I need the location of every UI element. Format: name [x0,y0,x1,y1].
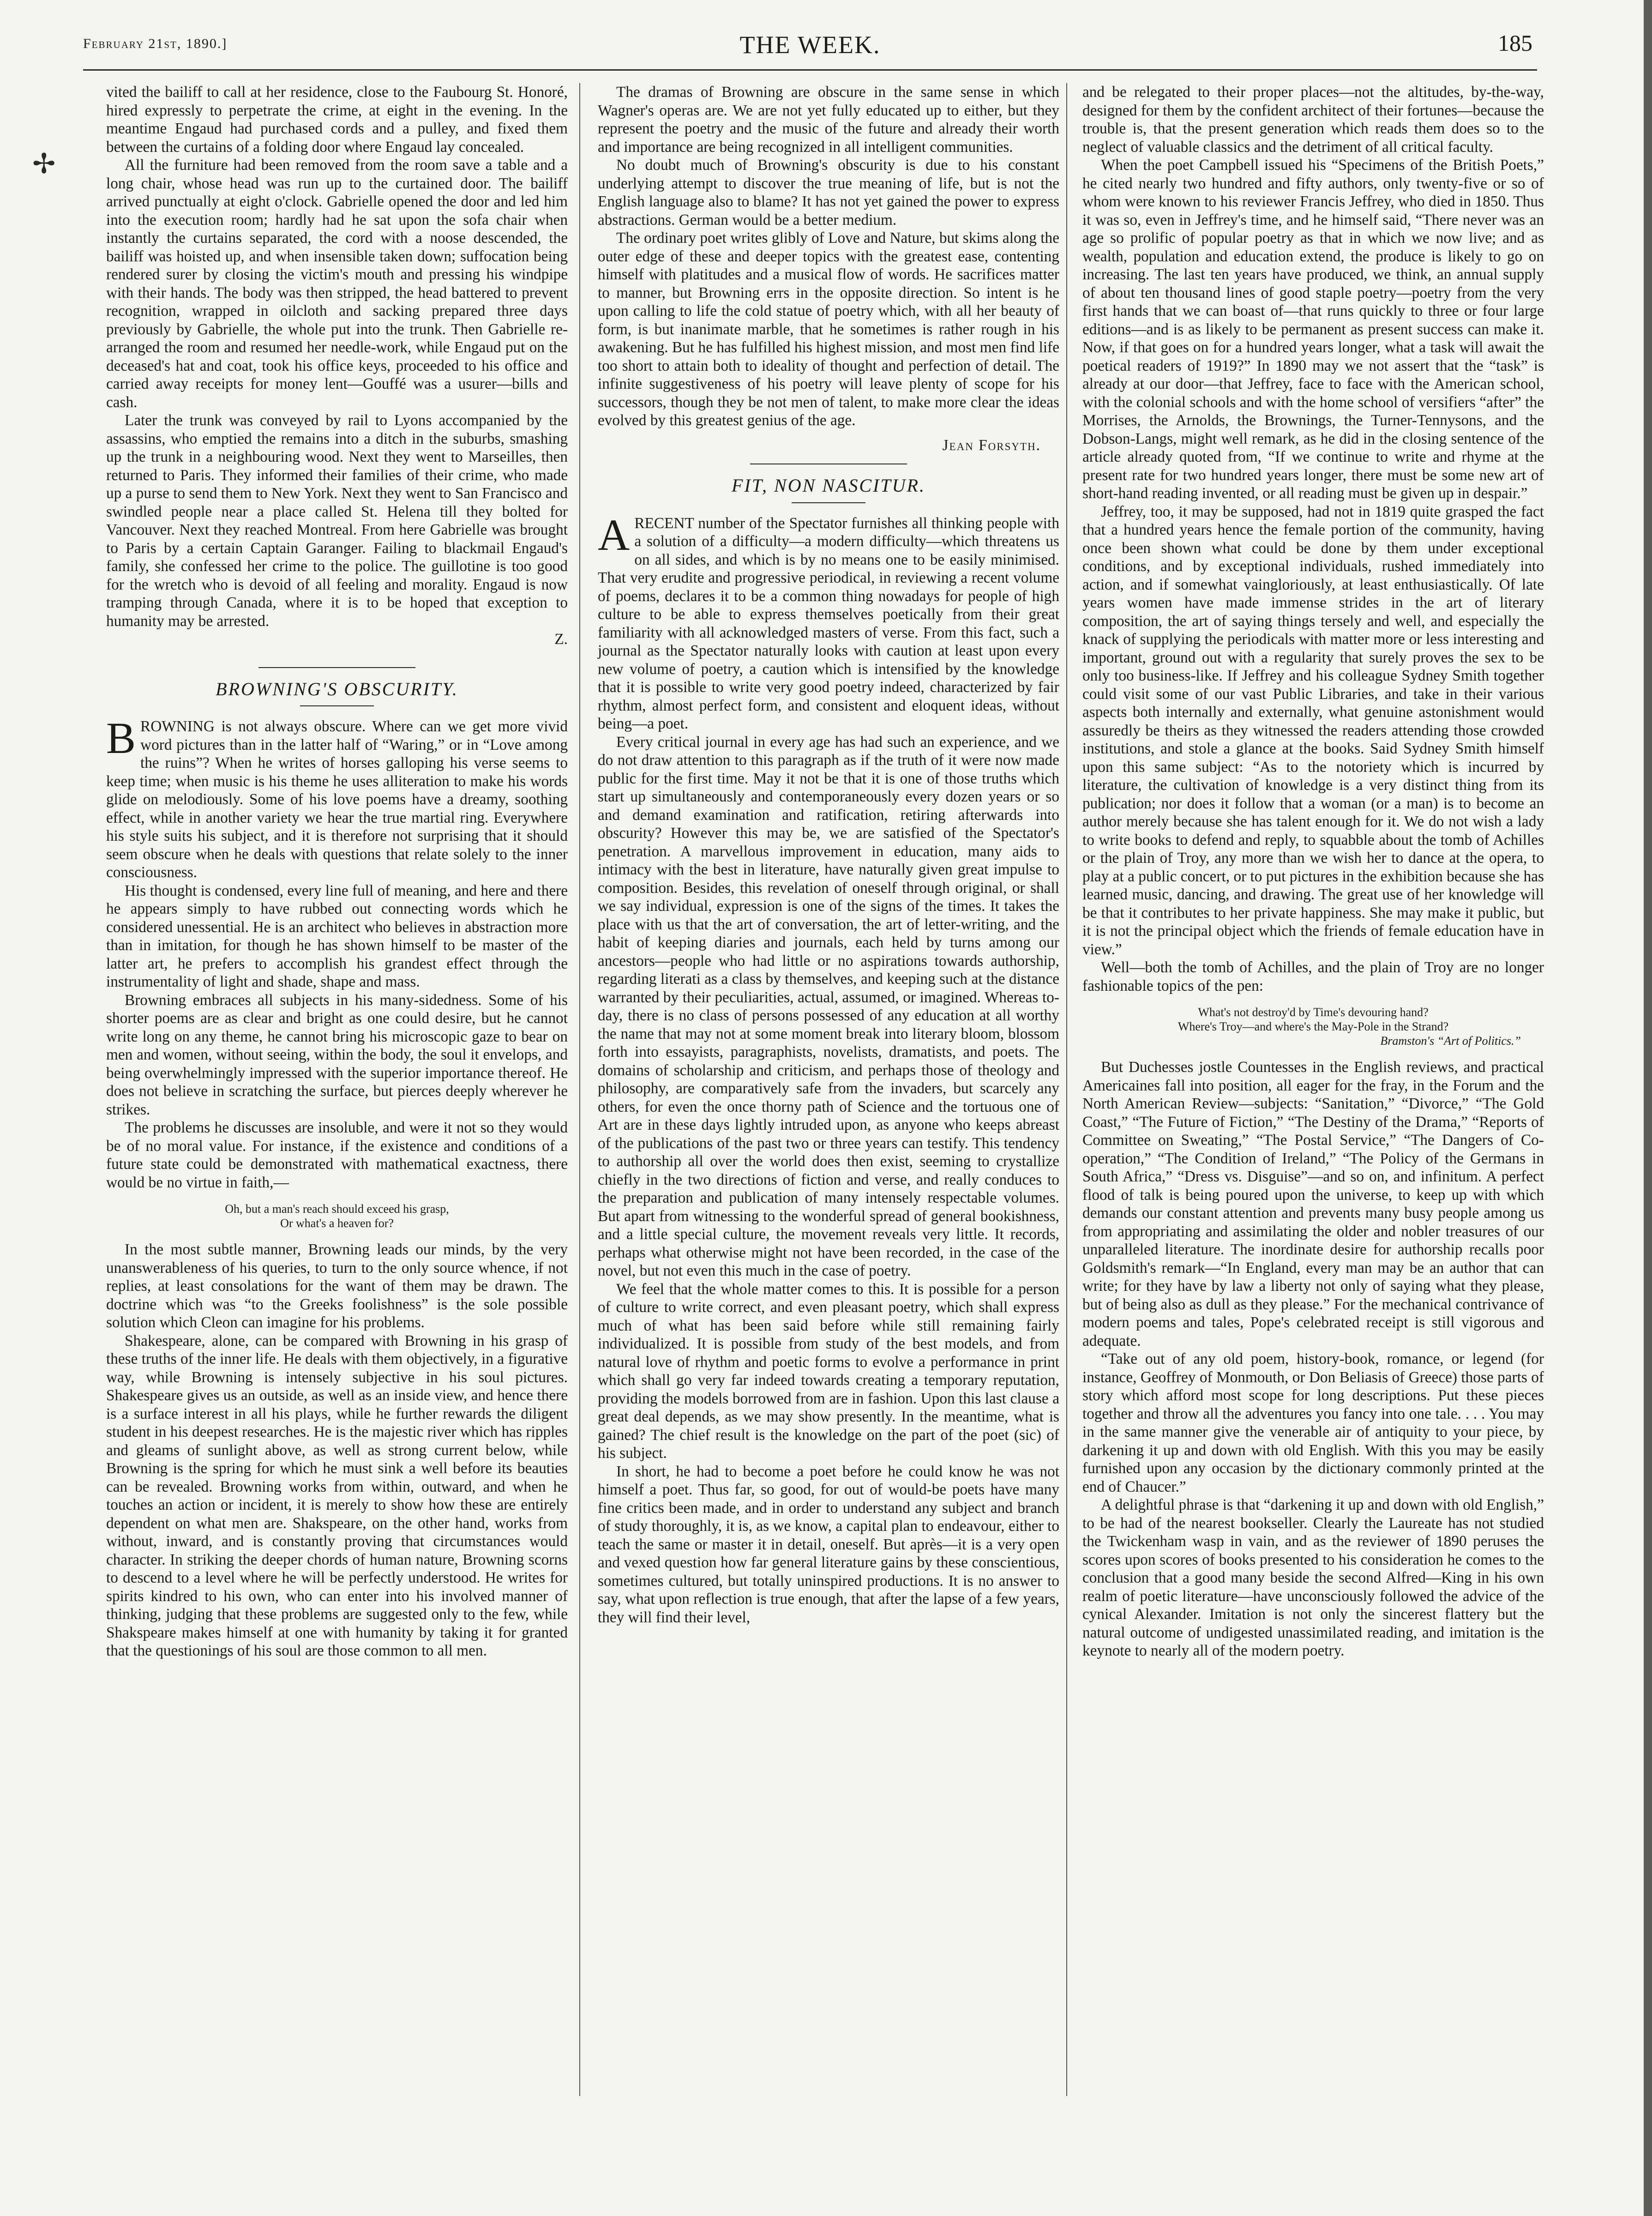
story-paragraph: vited the bailiff to call at her residence, close to the Faubourg St. Honoré, hired expressly to perpetrate the crime, at eight in the evening. In the meantime Engaud had purchased cords and a pulley, and fixed them between the curtains of a folding door where Engaud lay concealed. [106,84,568,156]
section-divider [258,667,415,668]
article-paragraph: The problems he discusses are insoluble, and were it not so they would be of no moral value. For instance, if the existence and conditions of a future state could be demonstrated with mathematical exactness, there would be no virtue in faith,— [106,1119,568,1191]
article-title-browning: BROWNING'S OBSCURITY. [216,678,458,699]
article-paragraph: Every critical journal in every age has had such an experience, and we do not draw attention to this paragraph as if the truth of it were now made public for the first time. May it not be that it is one of those truths which start up simultaneously and contemporaneously every dozen years or so and demand examination and ratification, retiring afterwards into obscurity? However this may be, we are satisfied of the Spectator's penetration. A marvellous improvement in education, many aids to intimacy with the best in literature, have naturally given great impulse to composition. Besides, this revelation of oneself through original, or shall we say individual, expression is one of the signs of the times. It takes the place with us that the art of conversation, the art of letter-writing, and the habit of keeping diaries and journals, each held by turns among our ancestors—people who had little or no aspirations towards authorship, regarding literati as a class by themselves, and keeping such at the distance warranted by their peculiarities, actual, assumed, or imagined. Whereas to-day, there is no class of persons possessed of any education at all worthy the name that may not at some moment break into literary bloom, blossom forth into essayists, paragraphists, novelists, dramatists, and poets. The domains of scholarship and criticism, and perhaps those of theology and philosophy, are comparatively safe from the invaders, but scarcely any others, for even the once thorny path of Science and the tortuous one of Art are in these days lightly intruded upon, as anyone who keeps abreast of the publications of the past two or three years can testify. This tendency to authorship all over the world does then exist, seeming to crystallize chiefly in the two directions of fiction and verse, and really conduces to the preparation and publication of many intensely respectable volumes. But apart from witnessing to the wonderful spread of general bookishness, and a little special culture, the movement reveals very little. It records, perhaps what otherwise might not have been recorded, in the case of the novel, but not even this much in the case of poetry. [598,733,1059,1279]
verse-line: Oh, but a man's reach should exceed his grasp, [225,1202,449,1216]
article-paragraph: Well—both the tomb of Achilles, and the plain of Troy are no longer fashionable topics of the pen: [1082,959,1544,994]
article-paragraph: In short, he had to become a poet before he could know he was not himself a poet. Thus far, so good, for out of would-be poets have many fine critics been made, and in order to understand any subject and branch of study thoroughly, it is, as we know, a capital plan to endeavour, either to teach the same or master it in detail, oneself. But après—it is a very open and vexed question how far general literature gains by these conscientious, sometimes cultured, but totally uninspired productions. It is no answer to say, what upon reflection is true enough, that after the lapse of a few years, they will find their level, [598,1463,1059,1626]
story-paragraph: All the furniture had been removed from the room save a table and a long chair, whose head was run up to the curtained door. The bailiff arrived punctually at eight o'clock. Gabrielle opened the door and led him into the execution room; hardly had he sat upon the sofa chair when instantly the curtains separated, the cord with a noose descended, the bailiff was hoisted up, and when insensible taken down; suffocation being rendered surer by closing the victim's mouth and pressing his windpipe with their hands. The body was then stripped, the head battered to prevent recognition, wrapped in oilcloth and sacking prepared three days previously by Gabrielle, the whole put into the trunk. Then Gabrielle re-arranged the room and resumed her needle-work, while Engaud put on the deceased's hat and coat, took his office keys, proceeded to his office and carried away receipts for money lent—Gouffé was a usurer—bills and cash. [106,157,568,411]
article-paragraph: The dramas of Browning are obscure in the same sense in which Wagner's operas are. We are not yet fully educated up to either, but they represent the poetry and the music of the future and already their worth and importance are being recognized in all intelligent communities. [598,84,1059,156]
article-paragraph: But Duchesses jostle Countesses in the English reviews, and practical Americaines fall into position, all eager for the fray, in the Forum and the North American Review—subjects: “Sanitation,” “Divorce,” “The Gold Coast,” “The Future of Fiction,” “The Destiny of the Drama,” “Reports of Committee on Sweating,” “The Postal Service,” “The Dangers of Co-operation,” “The Condition of Ireland,” “The Policy of the Germans in South Africa,” “Dress vs. Disguise”—and so on, and infinitum. A perfect flood of talk is being poured upon the universe, to keep up with which demands our constant attention and prevents many busy people among us from appropriating and assimilating the older and nobler treasures of our unparalleled literature. The inordinate desire for authorship recalls poor Goldsmith's remark—“In England, every man may be an author that can write; for they have by law a liberty not only of saying what they please, but of being also as dull as they please.” For the mechanical contrivance of modern poems and tales, Pope's celebrated receipt is still vigorous and adequate. [1082,1059,1544,1349]
first-paragraph-text: ROWNING is not always obscure. Where can we get more vivid word pictures than in the latter half of “Waring,” or in “Love among the ruins”? When he writes of horses galloping his verse seems to keep time; when music is his theme he uses alliteration to make his words glide on melodiously. Some of his love poems have a dreamy, soothing effect, while in another variety we hear the true martial ring. Everywhere his style suits his subject, and it is therefore not surprising that it should seem obscure when he deals with questions that relate solely to the inner consciousness. [106,718,568,881]
page-edge-shadow [1644,0,1652,2216]
column-3 [1082,83,1544,1660]
drop-cap: A [598,510,630,560]
article-paragraph: Browning embraces all subjects in his many-sidedness. Some of his shorter poems are as clear and bright as one could desire, but he cannot write long on any theme, he cannot bring his microscopic gaze to bear on men and women, without seeing, within the body, the soul it envelops, and being overwhelmingly impressed with the superior importance thereof. He does not believe in scratching the surface, but pierces deeply wherever he strikes. [106,991,568,1118]
article-paragraph: and be relegated to their proper places—not the altitudes, by-the-way, designed for them by the confident architect of their fortunes—because the trouble is, that the present generation which reads them does so to the neglect of valuable classics and the detriment of all critical faculty. [1082,84,1544,156]
verse-quote [106,1202,568,1230]
title-underline [792,502,865,503]
header-title: THE WEEK. [739,31,881,59]
header-date: February 21st, 1890.] [83,36,228,51]
first-paragraph-text: RECENT number of the Spectator furnishes all thinking people with a solution of a difficulty—a modern difficulty—which threatens us on all sides, and which is by no means one to be easily minimised. That very erudite and progressive periodical, in reviewing a recent volume of poems, declares it to be a common thing nowadays for people of high culture to be able to express themselves poetically from their great familiarity with all acknowledged masters of verse. From this fact, such a journal as the Spectator naturally looks with caution at least upon every new volume of poetry, a caution which is intensified by the knowledge that it is possible to write very good poetry indeed, characterized by fair rhythm, almost perfect form, and consistent and eloquent ideas, without being—a poet. [598,514,1059,732]
story-signature: Z. [554,631,568,648]
author-signature: Jean Forsyth. [942,436,1041,454]
article-paragraph: His thought is condensed, every line full of meaning, and here and there he appears simply to have rubbed out connecting words which he considered unessential. He is an architect who believes in abstraction more than in imitation, for though he has shown himself to be master of the latter art, he prefers to accomplish his grandest effect through the instrumentality of light and shade, shape and mass. [106,882,568,990]
article-first-paragraph [106,713,568,882]
verse-attribution: Bramston's “Art of Politics.” [1380,1034,1521,1048]
article-paragraph: A delightful phrase is that “darkening it up and down with old English,” to be had of the nearest bookseller. Clearly the Laureate has not studied the Twickenham wasp in vain, and as the reviewer of 1890 peruses the scores upon scores of books presented to his consideration he comes to the conclusion that a good many beside the second Alfred—King in his own realm of poetic literature—have unconsciously followed the advice of the cynical Alexander. Imitation is not only the sincerest flattery but the natural outcome of undigested unassimilated reading, and imitation is the keynote to nearly all of the modern poetry. [1082,1496,1544,1659]
article-first-paragraph [598,510,1059,733]
page-header [83,28,1537,69]
article-title-fit-non-nascitur: FIT, NON NASCITUR. [732,475,925,496]
verse-line: Or what's a heaven for? [280,1216,394,1230]
article-paragraph: When the poet Campbell issued his “Specimens of the British Poets,” he cited nearly two hundred and fifty authors, only twenty-five or so of whom were known to his reviewer Francis Jeffrey, who died in 1850. Thus it was so, even in Jeffrey's time, and he himself said, “There never was an age so prolific of popular poetry as that in which we now live; and as wealth, population and education extend, the produce is likely to go on increasing. The last ten years have produced, we think, an annual supply of about ten thousand lines of good staple poetry—poetry from the very first hands that we can boast of—that runs quickly to three or four large editions—and is as likely to be permanent as present success can make it. Now, if that goes on for a hundred years longer, what a task will await the poetical readers of 1919?” In 1890 may we not assert that the “task” is already at our door—that Jeffrey, face to face with the American school, with the colonial schools and with the home school of versifiers “after” the Morrises, the Arnolds, the Brownings, the Turner-Tennysons, and the Dobson-Langs, might well remark, as he did in the closing sentence of the article already quoted from, “If we continue to write and rhyme at the present rate for two hundred years longer, there must be some new art of short-hand reading invented, or all reading must be given up in despair.” [1082,157,1544,502]
column-1 [106,83,568,1660]
header-rule [83,69,1537,71]
title-underline [300,705,374,706]
column-divider [1066,83,1067,2096]
article-paragraph: In the most subtle manner, Browning leads our minds, by the very unanswerableness of his queries, to turn to the only source whence, if not replies, at least consolations for the want of them may be drawn. The doctrine which was “to the Greeks foolishness” is the sole possible solution which Cleon can imagine for his problems. [106,1241,568,1331]
article-paragraph: Jeffrey, too, it may be supposed, had not in 1819 quite grasped the fact that a hundred years hence the female portion of the community, having once been shown what could be done by them under exceptional conditions, and by exceptional individuals, rushed immediately into action, and if somewhat vaingloriously, at least enthusiastically. Of late years women have made immense strides in the art of literary composition, the art of saying things tersely and well, and especially the knack of supplying the periodicals with matter more or less interesting and important, ground out with a regularity that surely proves the sex to be only too business-like. If Jeffrey and his colleague Sydney Smith together could visit some of our vast Public Libraries, and take in their various aspects both internally and externally, what genuine astonishment would assuredly be theirs as they witnessed the readers attending those crowded institutions, and stole a glance at the books. Said Sydney Smith himself upon this same subject: “As to the notoriety which is incurred by literature, the cultivation of knowledge is a very distinct thing from its publication; nor does it follow that a woman (or a man) is to become an author merely because she has talent enough for it. We do not wish a lady to write books to defend and reply, to squabble about the tomb of Achilles or the plain of Troy, any more than we wish her to dance at the opera, to play at a public concert, or to put pictures in the exhibition because she has learned music, dancing, and drawing. The great use of her knowledge will be that it contributes to her private happiness. She may make it public, but it is not the principal object which the friends of female education have in view.” [1082,503,1544,958]
margin-mark: ✢ [32,149,56,179]
story-paragraph: Later the trunk was conveyed by rail to Lyons accompanied by the assassins, who emptied the remains into a ditch in the suburbs, smashing up the trunk in a neighbouring wood. Next they went to Marseilles, then returned to Paris. They informed their families of their crime, who made up a purse to send them to New York. Next they went to San Francisco and swindled people near a place called St. Helena till they bolted for Vancouver. Next they reached Montreal. From here Gabrielle was brought to Paris by a certain Captain Garanger. Failing to blackmail Engaud's family, she confessed her crime to the police. The guillotine is too good for the wretch who is devoid of all feeling and morality. Engaud is now tramping through Canada, where it is to be hoped that exception to humanity may be arrested. [106,412,568,630]
verse-quote [1082,1005,1544,1048]
article-paragraph: We feel that the whole matter comes to this. It is possible for a person of culture to write correct, and even pleasant poetry, which shall express much of what has been said before while still remaining fairly individualized. It is possible from study of the best models, and from natural love of rhythm and poetic forms to evolve a performance in print which shall go very far indeed towards creating a temporary reputation, providing the models borrowed from are in fashion. Upon this last clause a great deal depends, as we may show presently. In the meantime, what is gained? The chief result is the knowledge on the part of the poet (sic) of his subject. [598,1280,1059,1462]
article-paragraph: No doubt much of Browning's obscurity is due to his constant underlying attempt to discover the true meaning of life, but is not the English language also to blame? It has not yet gained the power to express abstractions. German would be a better medium. [598,157,1059,229]
verse-line: Where's Troy—and where's the May-Pole in the Strand? [1177,1020,1449,1033]
article-paragraph: “Take out of any old poem, history-book, romance, or legend (for instance, Geoffrey of Monmouth, or Don Beliasis of Greece) those parts of story which afford most scope for long descriptions. Put these pieces together and throw all the adventures you fancy into one tale. . . . You may in the same manner give the venerable air of antiquity to your piece, by darkening it up and down with old English. With this you may be easily furnished upon any occasion by the dictionary commonly printed at the end of Chaucer.” [1082,1350,1544,1495]
column-2 [598,83,1059,1626]
column-divider [579,83,580,2096]
drop-cap: B [106,713,136,763]
article-paragraph: Shakespeare, alone, can be compared with Browning in his grasp of these truths of the inner life. He deals with them objectively, in a figurative way, while Browning is intensely subjective in his soul pictures. Shakespeare gives us an outside, as well as an inside view, and hence there is a surface interest in all his plays, while he further rewards the diligent student in his deepest researches. He is the majestic river which has ripples and gleams of sunlight above, as well as strong current below, while Browning is the spring for which he must sink a well before its beauties can be revealed. Browning works from within, outward, and when he touches an action or incident, it is merely to show how these are entirely dependent on what men are. Shakspeare, on the other hand, works from without, inward, and is constantly proving that circumstances would character. In striking the deeper chords of human nature, Browning scorns to descend to a level where he will be perfectly understood. He writes for spirits kindred to his own, who can enter into his involved manner of thinking, judging that these problems are suggested only to the few, while Shakspeare makes himself at one with humanity by taking it for granted that the questionings of his soul are those common to all men. [106,1332,568,1659]
verse-line: What's not destroy'd by Time's devouring hand? [1198,1006,1429,1019]
page-number: 185 [1498,30,1532,56]
article-paragraph: The ordinary poet writes glibly of Love and Nature, but skims along the outer edge of these and deeper topics with the greatest ease, contenting himself with platitudes and a musical flow of words. He sacrifices matter to manner, but Browning errs in the opposite direction. So intent is he upon calling to life the cold statue of poetry which, with all her beauty of form, is but inanimate marble, that he sometimes is rather rough in his awakening. But he has fulfilled his highest mission, and most men find life too short to attain both to ideality of thought and perfection of detail. The infinite suggestiveness of his poetry will leave plenty of scope for his successors, though they be not men of talent, to make more clear the ideas evolved by this greatest genius of the age. [598,229,1059,429]
